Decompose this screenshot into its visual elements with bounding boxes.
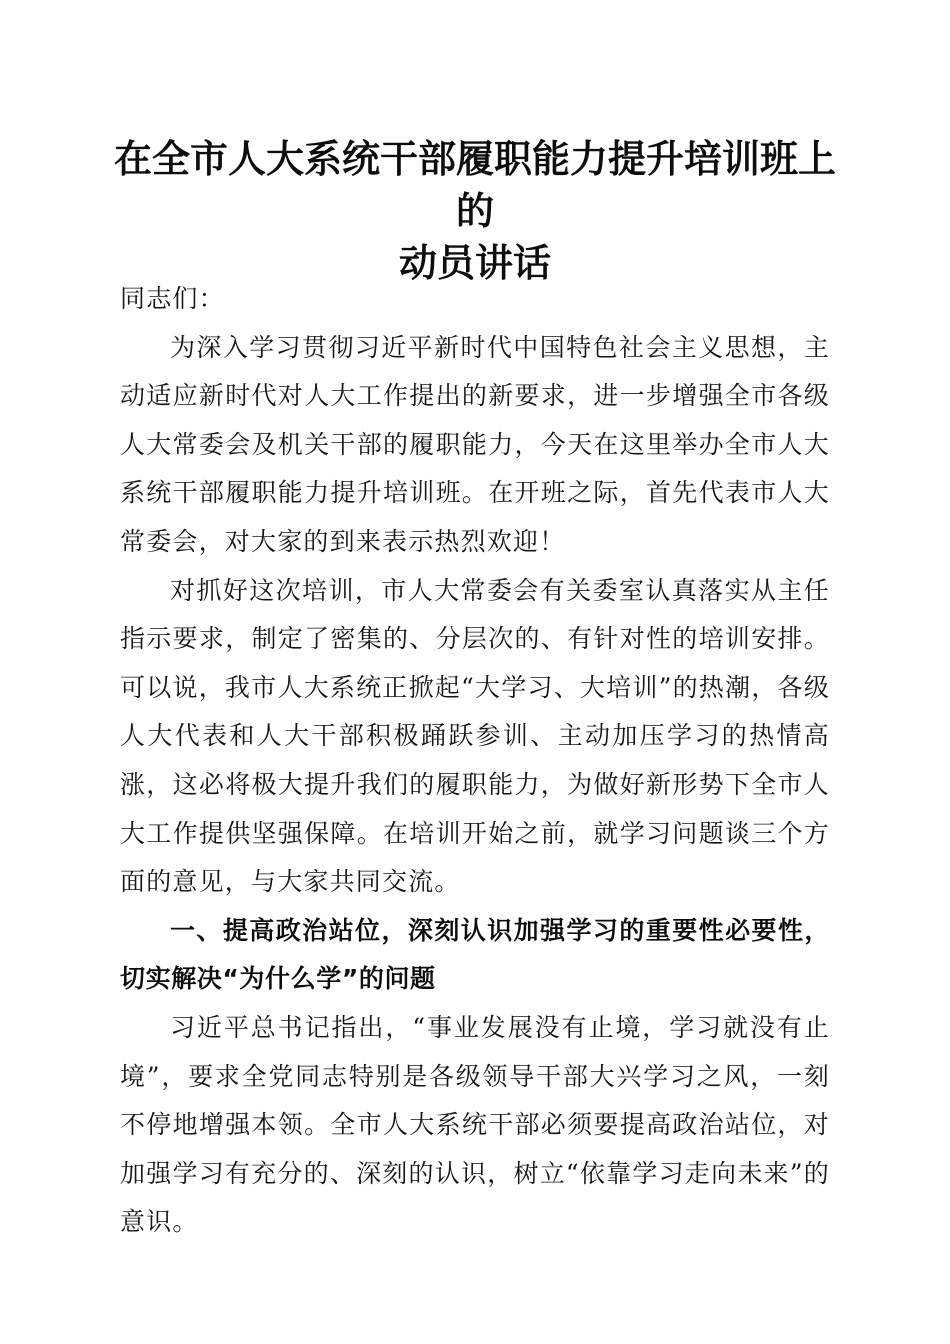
title-line-2: 动员讲话	[398, 240, 551, 285]
section-heading-1: 一、提高政治站位，深刻认识加强学习的重要性必要性，切实解决“为什么学”的问题	[120, 915, 830, 994]
paragraph-training: 对抓好这次培训，市人大常委会有关委室认真落实从主任指示要求，制定了密集的、分层次的、有针对性的培训安排。可以说，我市人大系统正掀起“大学习、大培训”的热潮，各级人大代表和人大干部积极踊跃参训、主动加压学习的热情高涨，这必将极大提升我们的履职能力，为做好新形势下全市人大工作提供坚强保障。在培训开始之前，就学习问题谈三个方面的意见，与大家共同交流。	[120, 575, 830, 897]
salutation: 同志们：	[120, 284, 225, 313]
document-body	[120, 275, 830, 1247]
title-line-1: 在全市人大系统干部履职能力提升培训班上的	[113, 136, 836, 233]
paragraph-intro: 为深入学习贯彻习近平新时代中国特色社会主义思想，主动适应新时代对人大工作提出的新要求，进一步增强全市各级人大常委会及机关干部的履职能力，今天在这里举办全市人大系统干部履职能力提升培训班。在开班之际，首先代表市人大常委会，对大家的到来表示热烈欢迎！	[120, 332, 830, 556]
document-title	[100, 133, 850, 289]
paragraph-section-1: 习近平总书记指出，“事业发展没有止境，学习就没有止境”，要求全党同志特别是各级领导干部大兴学习之风，一刻不停地增强本领。全市人大系统干部必须要提高政治站位，对加强学习有充分的、深刻的认识，树立“依靠学习走向未来”的意识。	[120, 1012, 830, 1237]
